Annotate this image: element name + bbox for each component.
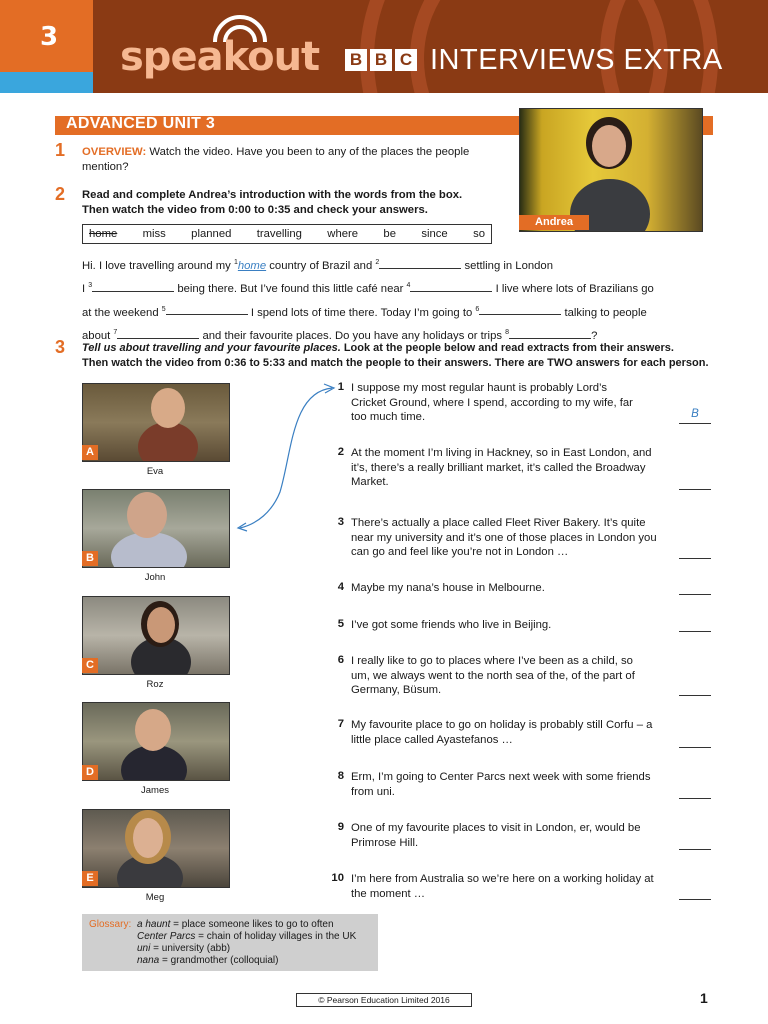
para-text: country of Brazil and	[269, 259, 373, 272]
task3-instructions	[82, 341, 722, 371]
glossary-entry	[137, 955, 278, 967]
answer-blank-2[interactable]	[679, 475, 711, 490]
gap-5-blank[interactable]	[166, 304, 248, 315]
example-arrow-icon	[232, 382, 342, 532]
overview-label: OVERVIEW:	[82, 146, 147, 158]
statement-number: 1	[337, 381, 344, 393]
word-box-item: travelling	[256, 228, 302, 240]
person-photo-james	[82, 702, 230, 781]
body-shape	[138, 422, 198, 462]
task1-instructions	[82, 145, 512, 175]
andrea-photo	[519, 108, 703, 232]
answer-blank-7[interactable]	[679, 733, 711, 748]
glossary-def: = chain of holiday villages in the UK	[198, 931, 357, 942]
unit-tab-stripe	[0, 72, 93, 93]
statement-number: 9	[337, 821, 344, 833]
gap-number: 5	[161, 305, 166, 313]
statement-number: 3	[337, 516, 344, 528]
answer-blank-1[interactable]	[679, 409, 711, 424]
para-text: about	[82, 329, 111, 342]
gap-number: 3	[88, 282, 93, 290]
para-text: at the weekend	[82, 306, 159, 319]
task1-line2: mention?	[82, 161, 129, 173]
answer-blank-5[interactable]	[679, 617, 711, 632]
answer-blank-8[interactable]	[679, 784, 711, 799]
para-text: ?	[591, 329, 598, 342]
answer-blank-10[interactable]	[679, 885, 711, 900]
person-letter: E	[82, 871, 98, 886]
glossary-entry	[137, 919, 334, 931]
gap-2-blank[interactable]	[379, 258, 461, 269]
unit-number: 3	[40, 22, 59, 52]
glossary-term: uni	[137, 943, 151, 954]
face-shape	[133, 818, 163, 858]
word-box-item: where	[327, 228, 359, 240]
answer-blank-4[interactable]	[679, 580, 711, 595]
statement-number: 2	[337, 446, 344, 458]
face-shape	[147, 607, 175, 643]
gap-number: 6	[475, 305, 480, 313]
statement-text: There’s actually a place called Fleet River Bakery. It’s quite near my university and it’s one of those places in London you can go and feel like you’re not in London …	[351, 517, 657, 558]
face-shape	[592, 125, 626, 167]
statement-number: 4	[337, 581, 344, 593]
task1-line1: Watch the video. Have you been to any of the places the people	[149, 146, 470, 158]
para-text: I	[82, 283, 86, 296]
face-shape	[151, 388, 185, 428]
statement-text: I suppose my most regular haunt is probably Lord’s Cricket Ground, where I spend, according to my wife, far too much time.	[351, 382, 633, 423]
person-name: John	[144, 572, 166, 583]
task-number: 3	[55, 337, 66, 357]
gap-8-blank[interactable]	[509, 328, 591, 339]
statement-number: 8	[337, 770, 344, 782]
person-photo-meg	[82, 809, 230, 888]
word-box-item: planned	[191, 228, 232, 240]
statement-number: 5	[337, 618, 344, 630]
task2-line1: Read and complete Andrea’s introduction with the words from the box.	[82, 189, 463, 201]
answer-blank-9[interactable]	[679, 835, 711, 850]
word-box-item: be	[383, 228, 396, 240]
andrea-photo-label: Andrea	[519, 215, 589, 230]
task2-line2: Then watch the video from 0:00 to 0:35 and check your answers.	[82, 204, 428, 216]
word-box-item: so	[473, 228, 485, 240]
para-text: and their favourite places. Do you have any holidays or trips	[202, 329, 503, 342]
task2-instructions	[82, 188, 512, 218]
gap-1-answer: home	[237, 259, 267, 272]
gap-number: 2	[375, 259, 380, 266]
glossary-label: Glossary:	[89, 919, 132, 930]
person-letter: C	[82, 658, 98, 673]
statement-text: I’m here from Australia so we’re here on a working holiday at the moment …	[351, 873, 654, 900]
statement-text: I’ve got some friends who live in Beijing.	[351, 619, 552, 631]
gap-3-blank[interactable]	[92, 281, 174, 292]
para-text: Hi. I love travelling around my	[82, 259, 231, 272]
task3-line1-rest: Look at the people below and read extracts from their answers.	[343, 342, 674, 354]
answer-blank-6[interactable]	[679, 681, 711, 696]
person-letter: A	[82, 445, 98, 460]
para-text: I live where lots of Brazilians go	[495, 283, 654, 296]
glossary-term: nana	[137, 955, 160, 966]
section-title: ADVANCED UNIT 3	[66, 115, 216, 132]
glossary-def: = place someone likes to go to often	[173, 919, 334, 930]
word-box-item: miss	[142, 228, 166, 240]
para-text: I spend lots of time there. Today I’m going to	[250, 306, 473, 319]
para-text: talking to people	[564, 306, 647, 319]
word-box-item: home	[89, 228, 118, 240]
gap-number: 8	[505, 328, 510, 336]
person-name: Eva	[146, 466, 164, 477]
series-title: INTERVIEWS EXTRA	[430, 44, 723, 76]
statement-text: Erm, I’m going to Center Parcs next week with some friends from uni.	[351, 771, 651, 798]
person-name: Meg	[145, 892, 165, 903]
statement-text: One of my favourite places to visit in London, er, would be Primrose Hill.	[351, 822, 641, 849]
copyright-notice: © Pearson Education Limited 2016	[296, 993, 472, 1007]
bbc-letter: C	[395, 49, 417, 71]
brand-logo: speakout	[120, 34, 320, 80]
statement-text: At the moment I’m living in Hackney, so in East London, and it’s, there’s a really brilliant market, it’s called the Broadway Market.	[351, 447, 652, 488]
face-shape	[135, 709, 171, 751]
person-name: James	[141, 785, 169, 796]
statement-text: My favourite place to go on holiday is probably still Corfu – a little place called Ayastefanos …	[351, 719, 653, 746]
gap-4-blank[interactable]	[410, 281, 492, 292]
person-photo-john	[82, 489, 230, 568]
statement-number: 6	[337, 654, 344, 666]
person-letter: D	[82, 765, 98, 780]
face-shape	[127, 492, 167, 538]
person-photo-roz	[82, 596, 230, 675]
gap-number: 1	[233, 259, 238, 266]
statement-number: 7	[337, 718, 344, 730]
task-number: 1	[55, 140, 66, 160]
gap-number: 4	[406, 282, 411, 290]
person-photo-eva	[82, 383, 230, 462]
gap-7-blank[interactable]	[117, 328, 199, 339]
word-box-item: since	[421, 228, 448, 240]
bbc-letter: B	[370, 49, 392, 71]
glossary-entry	[137, 931, 356, 943]
task-number: 2	[55, 184, 66, 204]
glossary-def: = grandmother (colloquial)	[162, 955, 279, 966]
statement-text: Maybe my nana’s house in Melbourne.	[351, 582, 545, 594]
glossary-def: = university (abb)	[153, 943, 231, 954]
statement-number: 10	[331, 872, 344, 884]
task3-line1-italic: Tell us about travelling and your favourite places.	[82, 342, 341, 354]
bbc-logo	[345, 49, 417, 71]
gap-6-blank[interactable]	[479, 304, 561, 315]
example-answer: B	[691, 408, 699, 420]
task3-line2: Then watch the video from 0:36 to 5:33 and match the people to their answers. There are TWO answers for each person.	[82, 357, 709, 369]
person-name: Roz	[146, 679, 164, 690]
para-text: being there. But I’ve found this little café near	[177, 283, 404, 296]
gap-number: 7	[113, 328, 118, 336]
gap-fill-paragraph	[82, 253, 702, 346]
glossary-term: a haunt	[137, 919, 171, 930]
answer-blank-3[interactable]	[679, 544, 711, 559]
person-letter: B	[82, 551, 98, 566]
word-box	[82, 224, 492, 244]
bbc-letter: B	[345, 49, 367, 71]
statement-text: I really like to go to places where I’ve been as a child, so um, we always went to the north sea of the, of the part of Germany, Büsum.	[351, 655, 635, 696]
glossary-entry	[137, 943, 230, 955]
glossary-box	[82, 914, 378, 971]
para-text: settling in London	[464, 259, 553, 272]
page-number: 1	[700, 990, 708, 1006]
glossary-term: Center Parcs	[137, 931, 196, 942]
